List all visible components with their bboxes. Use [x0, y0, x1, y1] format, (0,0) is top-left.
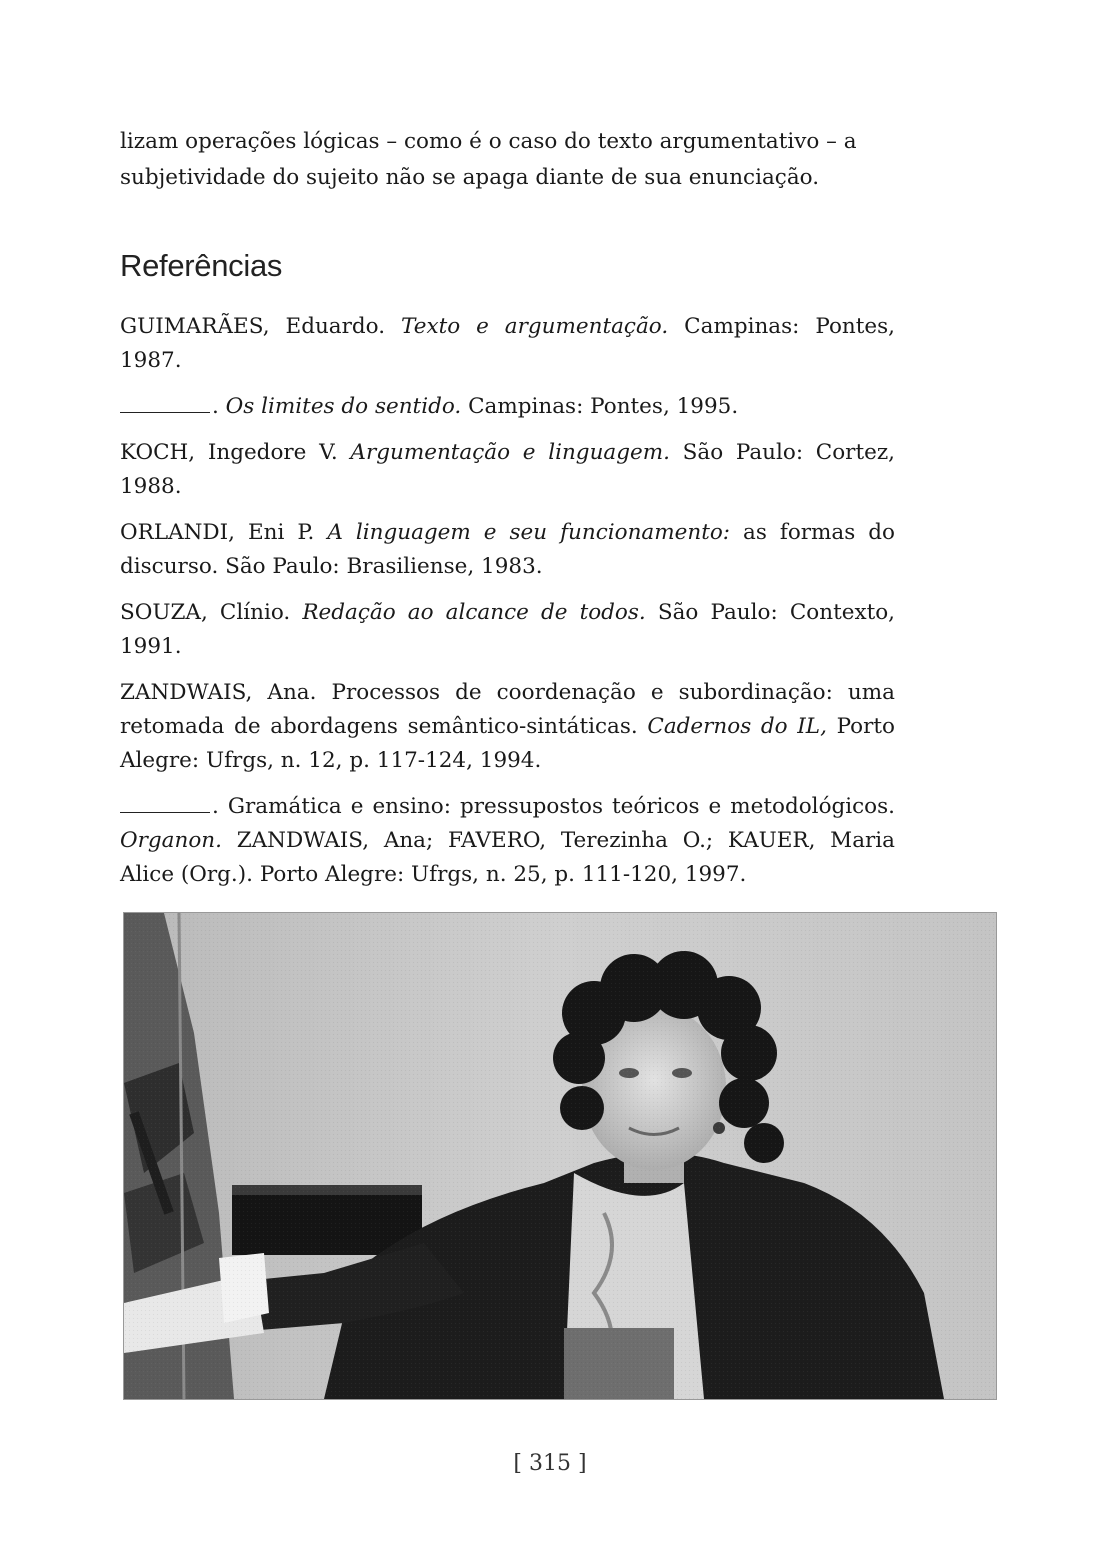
repeat-author-line	[120, 812, 210, 813]
reference-zandwais-1997: . Gramática e ensino: pressupostos teóricos e metodológicos. Organon. ZANDWAIS, Ana; FAVERO, Terezinha O.; KAUER, Maria Alice (Org.). Porto Alegre: Ufrgs, n. 25, p. 111-120, 1997.	[120, 794, 895, 887]
reference-souza-1991: SOUZA, Clínio. Redação ao alcance de todos. São Paulo: Contexto, 1991.	[120, 600, 895, 659]
intro-line-2: subjetividade do sujeito não se apaga diante de sua enunciação.	[120, 165, 820, 190]
text-block	[120, 124, 895, 904]
intro-paragraph	[120, 124, 895, 196]
repeat-author-line	[120, 412, 210, 413]
reference-zandwais-1994: ZANDWAIS, Ana. Processos de coordenação e subordinação: uma retomada de abordagens semântico-sintáticas. Cadernos do IL, Porto Alegre: Ufrgs, n. 12, p. 117-124, 1994.	[120, 680, 895, 773]
references-heading: Referências	[120, 248, 283, 283]
intro-line-1: lizam operações lógicas – como é o caso do texto argumentativo – a	[120, 129, 857, 154]
reference-guimaraes-1987: GUIMARÃES, Eduardo. Texto e argumentação. Campinas: Pontes, 1987.	[120, 314, 895, 373]
photo-image	[124, 913, 996, 1399]
page-number: [ 315 ]	[513, 1451, 587, 1476]
portrait-photo	[123, 912, 997, 1400]
reference-koch-1988: KOCH, Ingedore V. Argumentação e linguagem. São Paulo: Cortez, 1988.	[120, 440, 895, 499]
reference-orlandi-1983: ORLANDI, Eni P. A linguagem e seu funcionamento: as formas do discurso. São Paulo: Brasiliense, 1983.	[120, 520, 895, 579]
reference-guimaraes-1995: . Os limites do sentido. Campinas: Pontes, 1995.	[120, 390, 895, 424]
